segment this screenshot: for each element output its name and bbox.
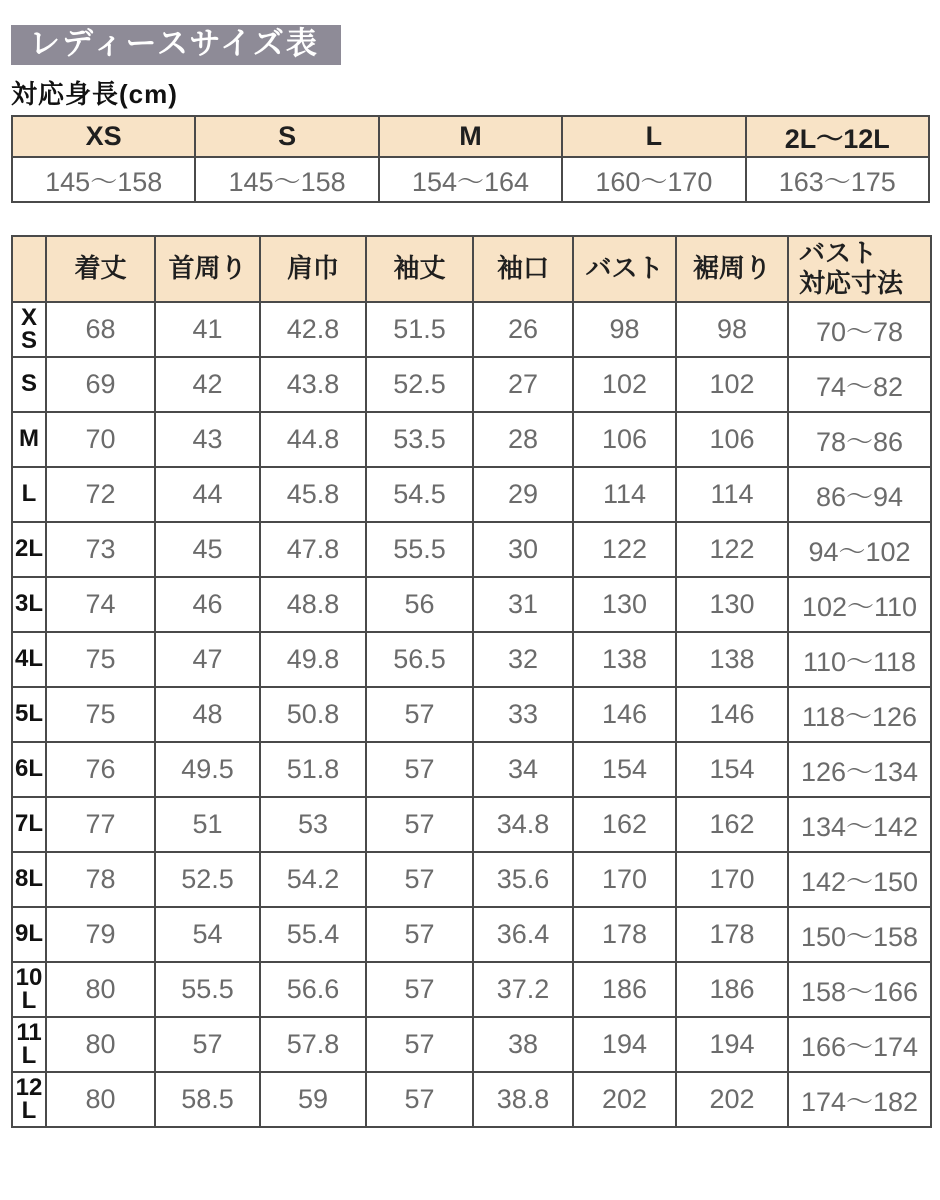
height-header-l: L xyxy=(562,116,745,157)
size-label-cell xyxy=(12,1017,46,1072)
value-cell: 57 xyxy=(366,797,473,852)
value-cell: 122 xyxy=(573,522,676,577)
value-cell: 56.6 xyxy=(260,962,366,1017)
value-cell: 58.5 xyxy=(155,1072,260,1127)
height-header-m: M xyxy=(379,116,562,157)
header-bust-range-line2: 対応寸法 xyxy=(799,268,904,298)
value-cell: 154 xyxy=(676,742,788,797)
height-header-2l-12l: 2L～12L xyxy=(746,116,929,157)
size-label: 11L xyxy=(16,1019,42,1069)
value-cell: 178 xyxy=(573,907,676,962)
size-label: 8L xyxy=(15,865,44,893)
height-value-m: 154～164 xyxy=(379,157,562,202)
size-label: L xyxy=(21,480,37,508)
value-cell: 57 xyxy=(366,907,473,962)
size-row-6l xyxy=(12,742,931,797)
value-cell: 75 xyxy=(46,632,155,687)
value-cell: 78 xyxy=(46,852,155,907)
size-row-5l xyxy=(12,687,931,742)
value-cell: 34 xyxy=(473,742,573,797)
value-cell: 98 xyxy=(573,302,676,357)
value-cell: 126～134 xyxy=(788,742,931,797)
value-cell: 75 xyxy=(46,687,155,742)
value-cell: 44.8 xyxy=(260,412,366,467)
size-label: 6L xyxy=(15,755,44,783)
size-label: 10L xyxy=(15,964,43,1014)
value-cell: 110～118 xyxy=(788,632,931,687)
size-label: 3L xyxy=(15,590,44,618)
value-cell: 68 xyxy=(46,302,155,357)
value-cell: 26 xyxy=(473,302,573,357)
size-label-cell xyxy=(12,687,46,742)
value-cell: 114 xyxy=(676,467,788,522)
size-row-s xyxy=(12,357,931,412)
size-label-cell xyxy=(12,632,46,687)
size-label: 9L xyxy=(15,920,44,948)
size-label-cell xyxy=(12,522,46,577)
value-cell: 94～102 xyxy=(788,522,931,577)
value-cell: 194 xyxy=(573,1017,676,1072)
size-row-10l xyxy=(12,962,931,1017)
height-header-s: S xyxy=(195,116,378,157)
size-label-cell xyxy=(12,907,46,962)
value-cell: 57 xyxy=(366,852,473,907)
value-cell: 72 xyxy=(46,467,155,522)
value-cell: 45.8 xyxy=(260,467,366,522)
page-title: レディースサイズ表 xyxy=(11,25,341,65)
value-cell: 51.8 xyxy=(260,742,366,797)
value-cell: 57 xyxy=(366,962,473,1017)
value-cell: 30 xyxy=(473,522,573,577)
height-table-caption: 対応身長(cm) xyxy=(11,79,178,109)
value-cell: 53 xyxy=(260,797,366,852)
value-cell: 50.8 xyxy=(260,687,366,742)
value-cell: 98 xyxy=(676,302,788,357)
value-cell: 41 xyxy=(155,302,260,357)
value-cell: 114 xyxy=(573,467,676,522)
size-row-l xyxy=(12,467,931,522)
value-cell: 106 xyxy=(573,412,676,467)
value-cell: 52.5 xyxy=(366,357,473,412)
height-value-2l-12l: 163～175 xyxy=(746,157,929,202)
value-cell: 42 xyxy=(155,357,260,412)
value-cell: 138 xyxy=(676,632,788,687)
value-cell: 194 xyxy=(676,1017,788,1072)
size-row-2l xyxy=(12,522,931,577)
size-row-11l xyxy=(12,1017,931,1072)
header-neck-girth: 首周り xyxy=(155,236,260,302)
value-cell: 36.4 xyxy=(473,907,573,962)
value-cell: 118～126 xyxy=(788,687,931,742)
header-sleeve-length: 袖丈 xyxy=(366,236,473,302)
value-cell: 33 xyxy=(473,687,573,742)
value-cell: 70 xyxy=(46,412,155,467)
value-cell: 54.5 xyxy=(366,467,473,522)
value-cell: 43.8 xyxy=(260,357,366,412)
value-cell: 56 xyxy=(366,577,473,632)
value-cell: 178 xyxy=(676,907,788,962)
size-row-3l xyxy=(12,577,931,632)
value-cell: 34.8 xyxy=(473,797,573,852)
value-cell: 138 xyxy=(573,632,676,687)
value-cell: 52.5 xyxy=(155,852,260,907)
value-cell: 49.5 xyxy=(155,742,260,797)
value-cell: 35.6 xyxy=(473,852,573,907)
value-cell: 146 xyxy=(676,687,788,742)
value-cell: 42.8 xyxy=(260,302,366,357)
value-cell: 47.8 xyxy=(260,522,366,577)
value-cell: 57 xyxy=(366,742,473,797)
value-cell: 174～182 xyxy=(788,1072,931,1127)
size-row-m xyxy=(12,412,931,467)
value-cell: 57 xyxy=(155,1017,260,1072)
height-header-xs: XS xyxy=(12,116,195,157)
value-cell: 51.5 xyxy=(366,302,473,357)
value-cell: 54 xyxy=(155,907,260,962)
value-cell: 170 xyxy=(676,852,788,907)
header-bust-range xyxy=(788,236,931,302)
value-cell: 130 xyxy=(573,577,676,632)
header-bust-range-line1: バスト xyxy=(799,238,878,269)
value-cell: 162 xyxy=(573,797,676,852)
value-cell: 80 xyxy=(46,1017,155,1072)
corner-cell xyxy=(12,236,46,302)
size-label-cell xyxy=(12,1072,46,1127)
size-label-cell xyxy=(12,302,46,357)
value-cell: 54.2 xyxy=(260,852,366,907)
size-label-cell xyxy=(12,797,46,852)
size-label-cell xyxy=(12,962,46,1017)
value-cell: 73 xyxy=(46,522,155,577)
size-label-cell xyxy=(12,412,46,467)
value-cell: 106 xyxy=(676,412,788,467)
value-cell: 57.8 xyxy=(260,1017,366,1072)
header-bust: バスト xyxy=(573,236,676,302)
value-cell: 102～110 xyxy=(788,577,931,632)
value-cell: 162 xyxy=(676,797,788,852)
height-value-xs: 145～158 xyxy=(12,157,195,202)
value-cell: 158～166 xyxy=(788,962,931,1017)
size-label-cell xyxy=(12,742,46,797)
size-row-xs xyxy=(12,302,931,357)
value-cell: 122 xyxy=(676,522,788,577)
value-cell: 59 xyxy=(260,1072,366,1127)
value-cell: 51 xyxy=(155,797,260,852)
header-hem-girth: 裾周り xyxy=(676,236,788,302)
size-label: S xyxy=(20,370,37,398)
value-cell: 80 xyxy=(46,1072,155,1127)
value-cell: 57 xyxy=(366,1072,473,1127)
header-body-length: 着丈 xyxy=(46,236,155,302)
value-cell: 31 xyxy=(473,577,573,632)
size-label: 7L xyxy=(15,810,44,838)
value-cell: 130 xyxy=(676,577,788,632)
size-label: XS xyxy=(20,304,37,354)
value-cell: 57 xyxy=(366,1017,473,1072)
size-row-8l xyxy=(12,852,931,907)
value-cell: 146 xyxy=(573,687,676,742)
value-cell: 186 xyxy=(573,962,676,1017)
value-cell: 186 xyxy=(676,962,788,1017)
size-row-7l xyxy=(12,797,931,852)
height-table xyxy=(11,115,930,203)
size-label: 5L xyxy=(15,700,44,728)
value-cell: 45 xyxy=(155,522,260,577)
value-cell: 53.5 xyxy=(366,412,473,467)
value-cell: 57 xyxy=(366,687,473,742)
header-cuff: 袖口 xyxy=(473,236,573,302)
value-cell: 55.4 xyxy=(260,907,366,962)
value-cell: 38 xyxy=(473,1017,573,1072)
value-cell: 70～78 xyxy=(788,302,931,357)
height-table-value-row xyxy=(12,157,929,202)
size-label: 4L xyxy=(15,645,44,673)
value-cell: 48.8 xyxy=(260,577,366,632)
value-cell: 38.8 xyxy=(473,1072,573,1127)
value-cell: 29 xyxy=(473,467,573,522)
value-cell: 49.8 xyxy=(260,632,366,687)
value-cell: 28 xyxy=(473,412,573,467)
value-cell: 76 xyxy=(46,742,155,797)
value-cell: 32 xyxy=(473,632,573,687)
value-cell: 154 xyxy=(573,742,676,797)
value-cell: 170 xyxy=(573,852,676,907)
height-value-s: 145～158 xyxy=(195,157,378,202)
size-measurements-table xyxy=(11,235,932,1128)
value-cell: 56.5 xyxy=(366,632,473,687)
height-table-header-row xyxy=(12,116,929,157)
size-label-cell xyxy=(12,577,46,632)
size-table-header-row xyxy=(12,236,931,302)
value-cell: 166～174 xyxy=(788,1017,931,1072)
value-cell: 79 xyxy=(46,907,155,962)
size-label: 2L xyxy=(15,535,44,563)
value-cell: 78～86 xyxy=(788,412,931,467)
value-cell: 55.5 xyxy=(155,962,260,1017)
value-cell: 69 xyxy=(46,357,155,412)
value-cell: 134～142 xyxy=(788,797,931,852)
value-cell: 46 xyxy=(155,577,260,632)
value-cell: 150～158 xyxy=(788,907,931,962)
value-cell: 142～150 xyxy=(788,852,931,907)
value-cell: 202 xyxy=(573,1072,676,1127)
header-shoulder-width: 肩巾 xyxy=(260,236,366,302)
height-value-l: 160～170 xyxy=(562,157,745,202)
size-label: 12L xyxy=(15,1074,43,1124)
value-cell: 202 xyxy=(676,1072,788,1127)
value-cell: 48 xyxy=(155,687,260,742)
value-cell: 80 xyxy=(46,962,155,1017)
value-cell: 43 xyxy=(155,412,260,467)
size-row-9l xyxy=(12,907,931,962)
size-label: M xyxy=(19,425,39,453)
value-cell: 37.2 xyxy=(473,962,573,1017)
value-cell: 74～82 xyxy=(788,357,931,412)
value-cell: 102 xyxy=(676,357,788,412)
size-row-12l xyxy=(12,1072,931,1127)
value-cell: 77 xyxy=(46,797,155,852)
value-cell: 102 xyxy=(573,357,676,412)
value-cell: 55.5 xyxy=(366,522,473,577)
value-cell: 44 xyxy=(155,467,260,522)
size-label-cell xyxy=(12,357,46,412)
value-cell: 74 xyxy=(46,577,155,632)
value-cell: 86～94 xyxy=(788,467,931,522)
size-label-cell xyxy=(12,467,46,522)
value-cell: 47 xyxy=(155,632,260,687)
value-cell: 27 xyxy=(473,357,573,412)
size-row-4l xyxy=(12,632,931,687)
size-label-cell xyxy=(12,852,46,907)
